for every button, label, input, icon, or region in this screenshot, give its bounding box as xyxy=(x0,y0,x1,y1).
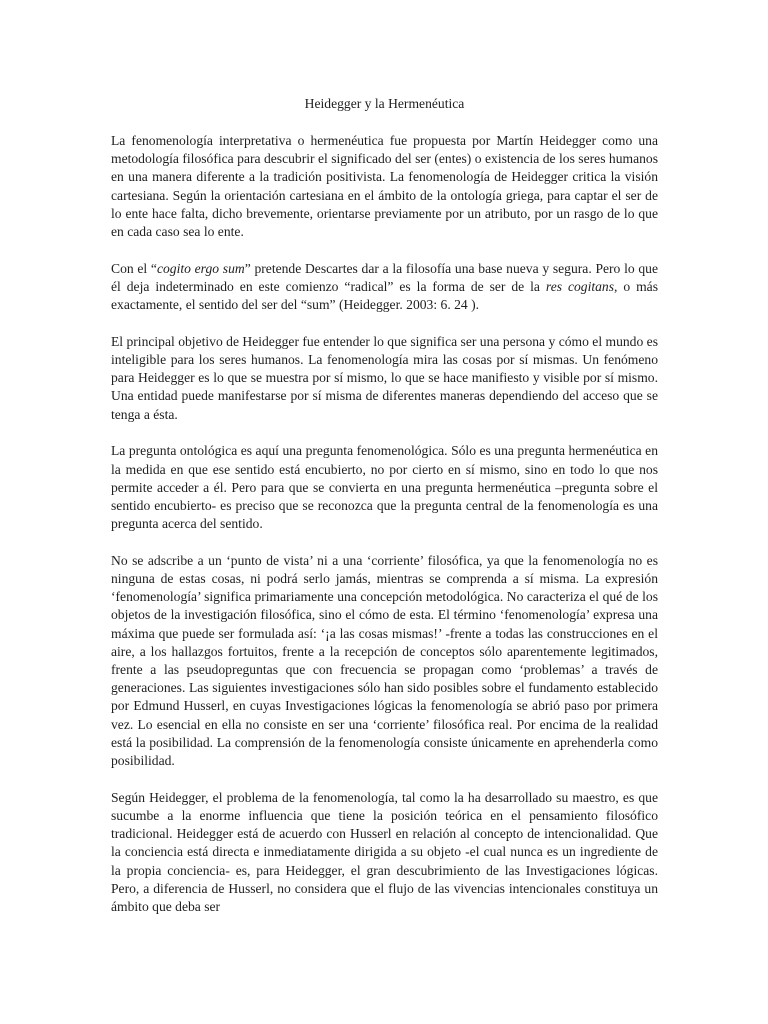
document-title: Heidegger y la Hermenéutica xyxy=(304,96,465,111)
paragraph-text: El principal objetivo de Heidegger fue entender lo que significa ser una persona y cómo el mundo es inteligible para los seres humanos. La fenomenología mira las cosas por sí mismas. Un fenómeno para Heidegger es lo que se muestra por sí mismo, lo que se hace manifiesto y visible por sí mismo. Una entidad puede manifestarse por sí misma de diferentes maneras dependiendo del acceso que se tenga a ésta. xyxy=(111,333,658,422)
paragraph-5 xyxy=(111,552,658,770)
paragraph-text: No se adscribe a un ‘punto de vista’ ni a una ‘corriente’ filosófica, ya que la fenomenología no es ninguna de estas cosas, ni podrá serlo jamás, mientras se comprenda a sí misma. La expresión ‘fenomenología’ significa primariamente una concepción metodológica. No caracteriza el qué de los objetos de la investigación filosófica, sino el cómo de esta. El término ‘fenomenología’ expresa una máxima que puede ser formulada así: ‘¡a las cosas mismas!’ -frente a todas las construcciones en el aire, a los hallazgos fortuitos, frente a la recepción de conceptos sólo aparentemente legitimados, frente a las pseudopreguntas que con frecuencia se propagan como ‘problemas’ a través de generaciones. Las siguientes investigaciones sólo han sido posibles sobre el fundamento establecido por Edmund Husserl, en cuyas Investigaciones lógicas la fenomenología se abrió paso por primera vez. Lo esencial en ella no consiste en ser una ‘corriente’ filosófica real. Por encima de la realidad está la posibilidad. La comprensión de la fenomenología consiste únicamente en aprehenderla como posibilidad. xyxy=(111,552,658,769)
latin-phrase: res cogitans xyxy=(545,278,615,294)
paragraph-2 xyxy=(111,260,658,315)
paragraph-text: Con el “ xyxy=(111,260,157,276)
paragraph-text: , o más exactamente, el sentido del ser del “sum” (Heidegger. 2003: 6. 24 ). xyxy=(111,278,659,313)
paragraph-3 xyxy=(111,333,658,424)
paragraph-text: La fenomenología interpretativa o hermenéutica fue propuesta por Martín Heidegger como una metodología filosófica para descubrir el significado del ser (entes) o existencia de los seres humanos en una manera diferente a la tradición positivista. La fenomenología de Heidegger critica la visión cartesiana. Según la orientación cartesiana en el ámbito de la ontología griega, para captar el ser de lo ente hace falta, dicho brevemente, orientarse previamente por un atributo, por un rasgo de lo que en cada caso sea lo ente. xyxy=(111,133,658,240)
paragraph-text: ” pretende Descartes dar a la filosofía una base nueva y segura. Pero lo que él deja indeterminado en este comienzo “radical” es la forma de ser de la xyxy=(111,260,658,294)
paragraph-4 xyxy=(111,442,658,533)
paragraph-1 xyxy=(111,132,658,241)
paragraph-text: Según Heidegger, el problema de la fenomenología, tal como la ha desarrollado su maestro, es que sucumbe a la enorme influencia que tiene la posición teórica en el pensamiento filosófico tradicional. Heidegger está de acuerdo con Husserl en relación al concepto de intencionalidad. Que la conciencia está directa e inmediatamente dirigida a su objeto -el cual nunca es un ingrediente de la propia conciencia- es, para Heidegger, el gran descubrimiento de las Investigaciones lógicas. Pero, a diferencia de Husserl, no considera que el flujo de las vivencias intencionales constituya un ámbito que deba ser xyxy=(111,789,658,915)
document-page xyxy=(111,95,658,935)
paragraph-6 xyxy=(111,789,658,916)
paragraph-text: La pregunta ontológica es aquí una pregunta fenomenológica. Sólo es una pregunta hermenéutica en la medida en que ese sentido está encubierto, no por cierto en sí mismo, sino en todo lo que nos permite acceder a él. Pero para que se convierta en una pregunta hermenéutica –pregunta sobre el sentido encubierto- es preciso que se reconozca que la pregunta central de la fenomenología es una pregunta acerca del sentido. xyxy=(111,443,658,532)
latin-phrase: cogito ergo sum xyxy=(156,260,245,276)
